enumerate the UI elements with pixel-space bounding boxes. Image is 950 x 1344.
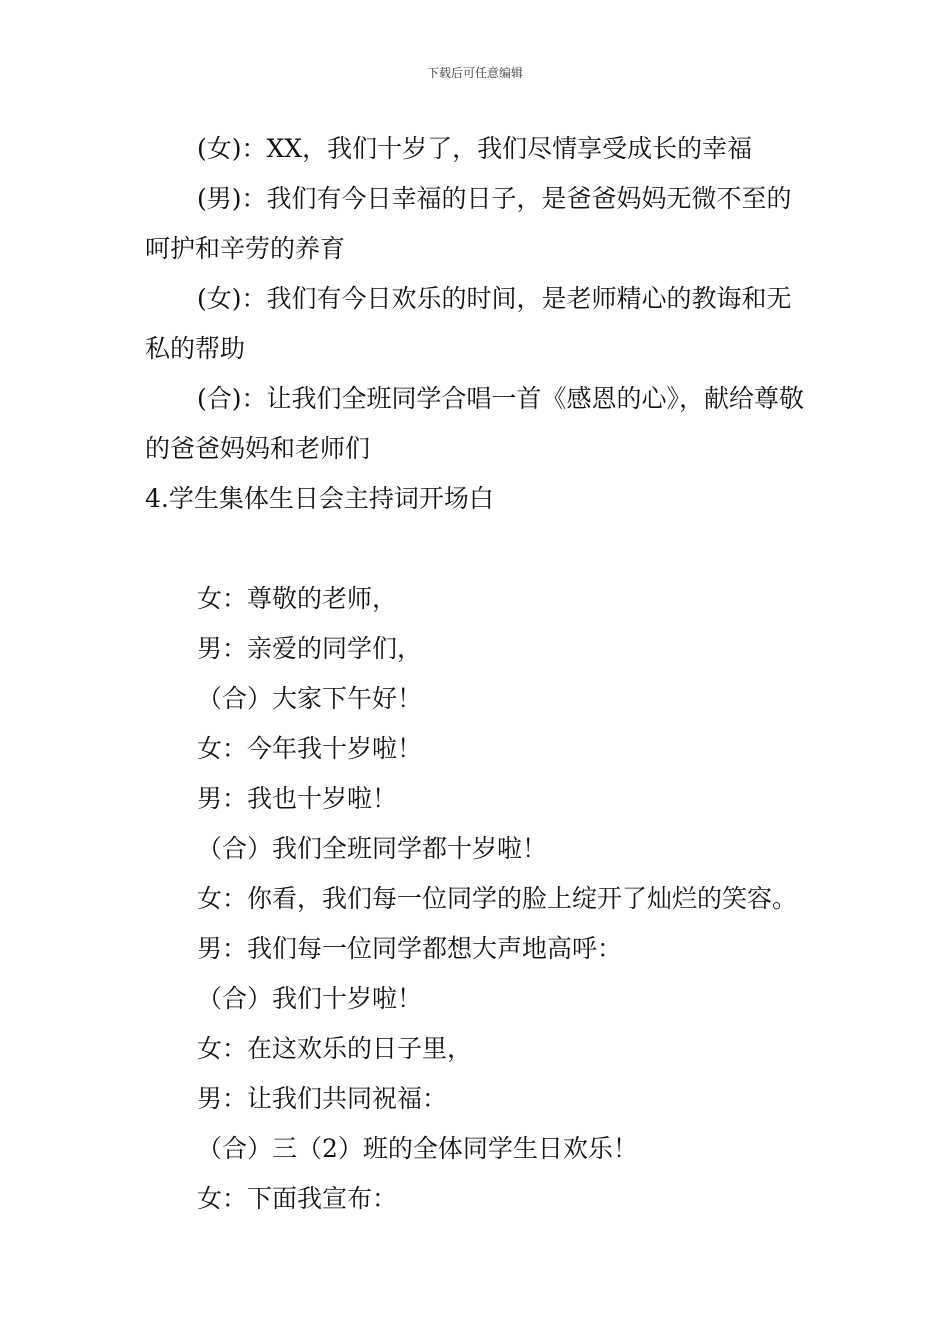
dialogue-line: 男：我也十岁啦！ xyxy=(197,784,398,813)
page-header-note: 下载后可任意编辑 xyxy=(426,66,523,80)
dialogue-paragraph: (男)：我们有今日幸福的日子，是爸爸妈妈无微不至的呵护和辛劳的养育 xyxy=(145,184,792,263)
dialogue-line: 女：尊敬的老师， xyxy=(197,584,398,613)
dialogue-line: 男：我们每一位同学都想大声地高呼： xyxy=(197,934,623,963)
dialogue-paragraph: (女)：XX，我们十岁了，我们尽情享受成长的幸福 xyxy=(197,134,753,163)
dialogue-paragraph: (女)：我们有今日欢乐的时间，是老师精心的教诲和无私的帮助 xyxy=(145,284,792,363)
dialogue-line: （合）大家下午好！ xyxy=(197,684,423,713)
dialogue-line: （合）三（2）班的全体同学生日欢乐！ xyxy=(197,1134,638,1163)
dialogue-line: 女：你看，我们每一位同学的脸上绽开了灿烂的笑容。 xyxy=(197,884,798,913)
dialogue-line: 女：在这欢乐的日子里， xyxy=(197,1034,473,1063)
dialogue-line: 男：亲爱的同学们， xyxy=(197,634,423,663)
dialogue-line: 女：下面我宣布： xyxy=(197,1184,398,1213)
dialogue-line: 女：今年我十岁啦！ xyxy=(197,734,423,763)
blank-line xyxy=(145,524,810,574)
dialogue-line: （合）我们十岁啦！ xyxy=(197,984,423,1013)
document-body xyxy=(145,124,810,1224)
dialogue-paragraph: (合)：让我们全班同学合唱一首《感恩的心》，献给尊敬的爸爸妈妈和老师们 xyxy=(145,384,805,463)
dialogue-line: 男：让我们共同祝福： xyxy=(197,1084,448,1113)
section-heading: 4.学生集体生日会主持词开场白 xyxy=(145,484,494,513)
dialogue-line: （合）我们全班同学都十岁啦！ xyxy=(197,834,548,863)
